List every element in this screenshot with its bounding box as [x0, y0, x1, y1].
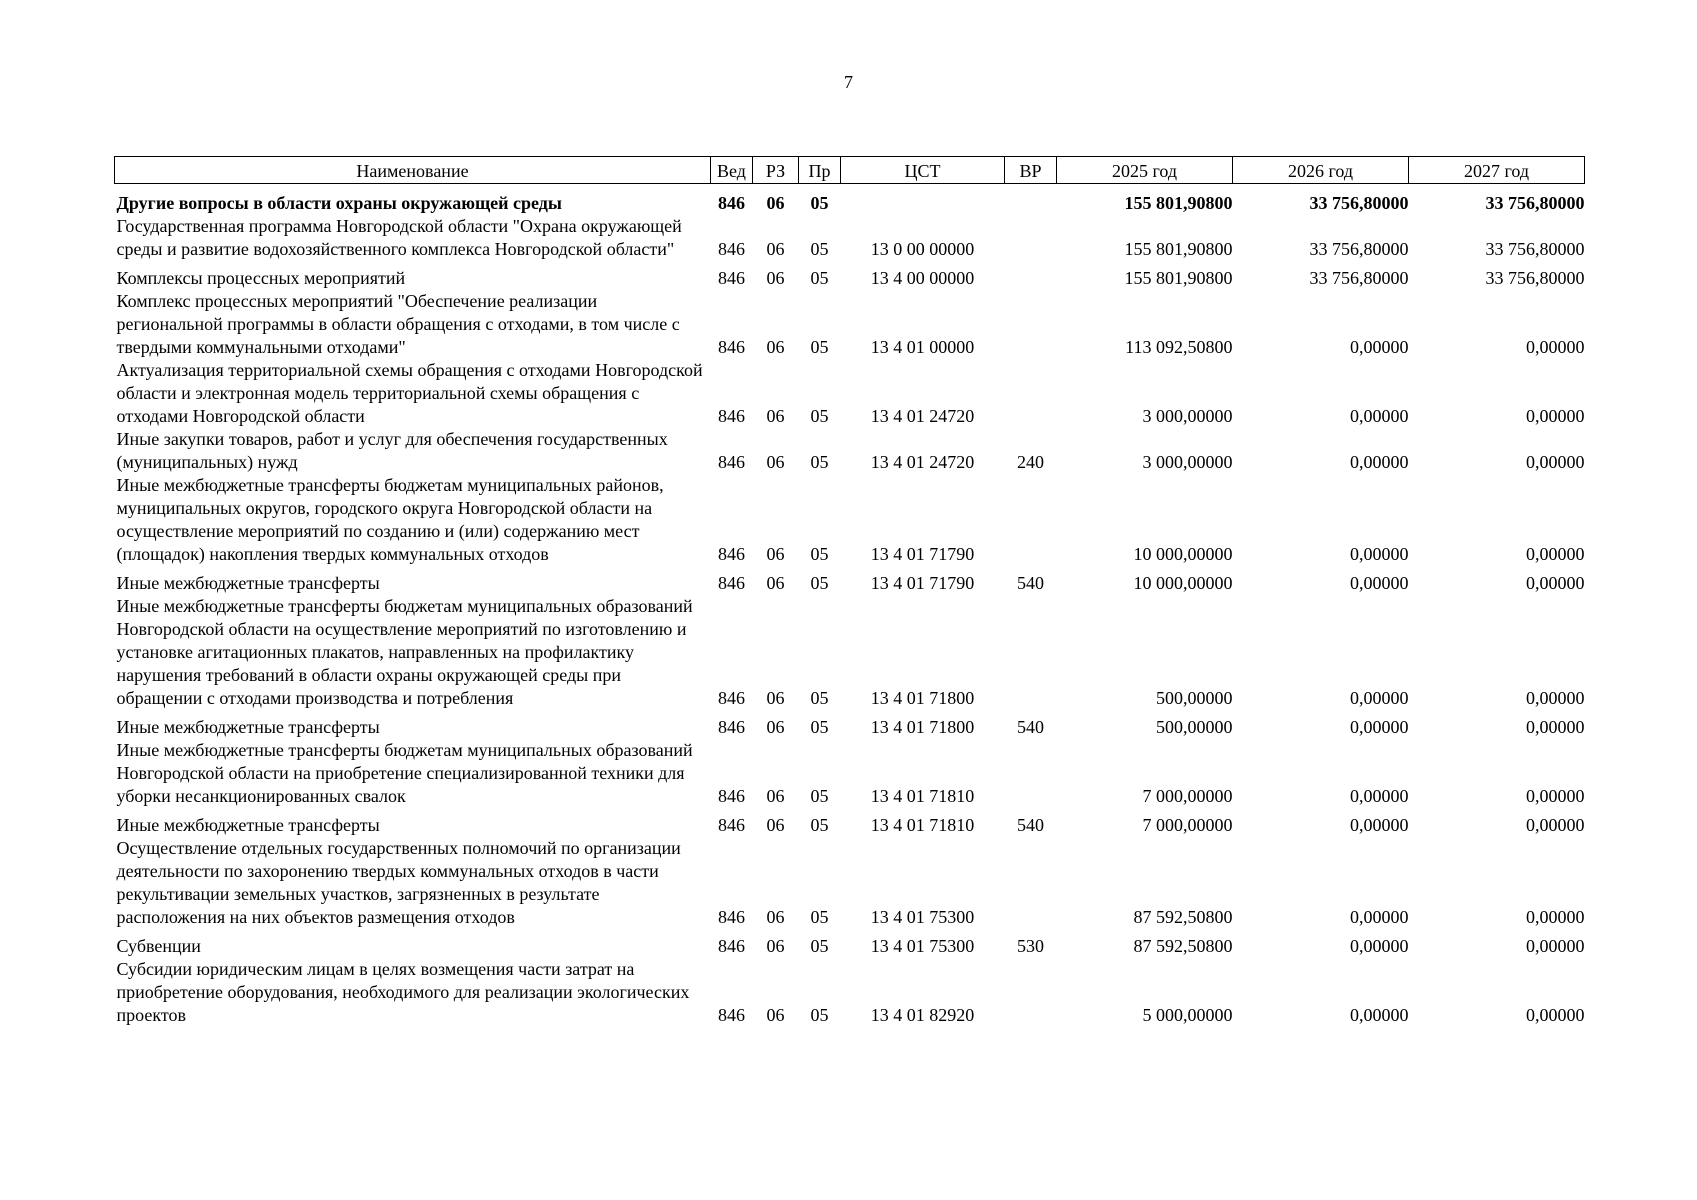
vr-cell: 240 — [1017, 452, 1044, 472]
value-2027: 0,00000 — [1526, 544, 1585, 564]
cst-cell: 13 4 01 71800 — [870, 688, 975, 708]
row-name: Актуализация территориальной схемы обращения с отходами Новгородской области и электронная модель территориальной схемы обращения с отходами Новгородской области — [116, 360, 703, 426]
pr-cell: 05 — [810, 1005, 829, 1025]
rz-cell: 06 — [766, 936, 785, 956]
row-name: Иные межбюджетные трансферты бюджетам муниципальных образований Новгородской области на осуществление мероприятий по изготовлению и установке агитационных плакатов, направленных на профилактику нарушения требований в области охраны окружающей среды при обращении с отходами производства и потребления — [116, 596, 693, 708]
vr-cell: 530 — [1017, 936, 1044, 956]
rz-cell: 06 — [766, 452, 785, 472]
vr-cell — [1005, 739, 1057, 814]
row-name: Комплекс процессных мероприятий "Обеспечение реализации региональной программы в области обращения с отходами, в том числе с твердыми коммунальными отходами" — [116, 291, 680, 357]
value-2025: 155 801,90800 — [1124, 193, 1233, 213]
value-2025: 87 592,50800 — [1133, 936, 1233, 956]
value-2026: 0,00000 — [1350, 907, 1409, 927]
pr-cell: 05 — [810, 815, 829, 835]
value-2026: 0,00000 — [1350, 936, 1409, 956]
value-2026: 0,00000 — [1350, 573, 1409, 593]
rz-cell: 06 — [766, 815, 785, 835]
header-pr: Пр — [799, 157, 841, 184]
value-2025: 5 000,00000 — [1142, 1005, 1233, 1025]
ved-cell: 846 — [718, 1005, 745, 1025]
pr-cell: 05 — [810, 544, 829, 564]
value-2026: 33 756,80000 — [1309, 239, 1409, 259]
table-row — [115, 428, 1585, 474]
rz-cell: 06 — [766, 717, 785, 737]
page-number: 7 — [844, 72, 853, 92]
value-2025: 10 000,00000 — [1133, 544, 1233, 564]
row-name: Иные закупки товаров, работ и услуг для обеспечения государственных (муниципальных) нужд — [116, 429, 668, 472]
value-2027: 0,00000 — [1526, 786, 1585, 806]
cst-cell: 13 4 01 82920 — [870, 1005, 975, 1025]
ved-cell: 846 — [718, 452, 745, 472]
row-name: Комплексы процессных мероприятий — [116, 268, 406, 288]
rz-cell: 06 — [766, 193, 785, 213]
cst-cell: 13 4 01 24720 — [870, 406, 975, 426]
vr-cell — [1005, 359, 1057, 428]
pr-cell: 05 — [810, 717, 829, 737]
vr-cell: 540 — [1017, 573, 1044, 593]
table-body — [115, 184, 1585, 1028]
value-2026: 0,00000 — [1350, 452, 1409, 472]
value-2025: 87 592,50800 — [1133, 907, 1233, 927]
value-2027: 0,00000 — [1526, 573, 1585, 593]
table-row — [115, 267, 1585, 290]
table-row — [115, 290, 1585, 359]
row-name: Иные межбюджетные трансферты — [116, 573, 380, 593]
value-2027: 0,00000 — [1526, 688, 1585, 708]
pr-cell: 05 — [810, 193, 829, 213]
value-2025: 113 092,50800 — [1125, 337, 1233, 357]
table-row — [115, 958, 1585, 1027]
value-2026: 0,00000 — [1350, 337, 1409, 357]
value-2027: 0,00000 — [1526, 452, 1585, 472]
row-name: Иные межбюджетные трансферты — [116, 815, 380, 835]
cst-cell: 13 4 01 71810 — [870, 786, 975, 806]
header-name: Наименование — [115, 157, 711, 184]
cst-cell: 13 4 00 00000 — [870, 268, 975, 288]
row-name: Государственная программа Новгородской области "Охрана окружающей среды и развитие водохозяйственного комплекса Новгородской области" — [116, 216, 682, 259]
pr-cell: 05 — [810, 268, 829, 288]
pr-cell: 05 — [810, 786, 829, 806]
table-row — [115, 184, 1585, 216]
rz-cell: 06 — [766, 406, 785, 426]
vr-cell — [1005, 215, 1057, 267]
value-2026: 33 756,80000 — [1309, 268, 1409, 288]
rz-cell: 06 — [766, 907, 785, 927]
value-2026: 0,00000 — [1350, 786, 1409, 806]
rz-cell: 06 — [766, 544, 785, 564]
pr-cell: 05 — [810, 406, 829, 426]
table-row — [115, 359, 1585, 428]
cst-cell: 13 0 00 00000 — [870, 239, 975, 259]
vr-cell — [1005, 184, 1057, 216]
ved-cell: 846 — [718, 688, 745, 708]
table-row — [115, 837, 1585, 935]
ved-cell: 846 — [718, 268, 745, 288]
header-2026: 2026 год — [1233, 157, 1409, 184]
value-2025: 155 801,90800 — [1124, 268, 1233, 288]
vr-cell: 540 — [1017, 815, 1044, 835]
rz-cell: 06 — [766, 573, 785, 593]
value-2026: 0,00000 — [1350, 815, 1409, 835]
cst-cell: 13 4 01 71810 — [870, 815, 975, 835]
rz-cell: 06 — [766, 239, 785, 259]
pr-cell: 05 — [810, 337, 829, 357]
value-2026: 0,00000 — [1350, 544, 1409, 564]
ved-cell: 846 — [718, 936, 745, 956]
pr-cell: 05 — [810, 452, 829, 472]
cst-cell: 13 4 01 00000 — [870, 337, 975, 357]
header-ved: Вед — [711, 157, 753, 184]
table-row — [115, 474, 1585, 572]
pr-cell: 05 — [810, 573, 829, 593]
row-name: Иные межбюджетные трансферты бюджетам муниципальных районов, муниципальных округов, городского округа Новгородской области на осуществление мероприятий по созданию и (или) содержанию мест (площадок) накопления твердых коммунальных отходов — [116, 475, 664, 564]
ved-cell: 846 — [718, 573, 745, 593]
ved-cell: 846 — [718, 786, 745, 806]
ved-cell: 846 — [718, 907, 745, 927]
value-2027: 0,00000 — [1526, 406, 1585, 426]
table-row — [115, 215, 1585, 267]
value-2025: 500,00000 — [1156, 688, 1233, 708]
cst-cell: 13 4 01 71800 — [870, 717, 975, 737]
rz-cell: 06 — [766, 268, 785, 288]
cst-cell — [841, 184, 1005, 216]
table-header-row — [115, 157, 1585, 184]
rz-cell: 06 — [766, 1005, 785, 1025]
value-2026: 0,00000 — [1350, 406, 1409, 426]
vr-cell — [1005, 958, 1057, 1027]
vr-cell: 540 — [1017, 717, 1044, 737]
row-name: Субсидии юридическим лицам в целях возмещения части затрат на приобретение оборудования, необходимого для реализации экологических проектов — [116, 959, 690, 1025]
value-2027: 0,00000 — [1526, 815, 1585, 835]
ved-cell: 846 — [718, 544, 745, 564]
value-2025: 7 000,00000 — [1142, 786, 1233, 806]
table-row — [115, 935, 1585, 958]
header-cst: ЦСТ — [841, 157, 1005, 184]
pr-cell: 05 — [810, 688, 829, 708]
ved-cell: 846 — [718, 193, 745, 213]
row-name: Субвенции — [116, 936, 201, 956]
value-2026: 0,00000 — [1350, 717, 1409, 737]
value-2025: 500,00000 — [1156, 717, 1233, 737]
ved-cell: 846 — [718, 239, 745, 259]
table-row — [115, 814, 1585, 837]
row-name: Иные межбюджетные трансферты — [116, 717, 380, 737]
header-vr: ВР — [1005, 157, 1057, 184]
value-2027: 0,00000 — [1526, 337, 1585, 357]
value-2027: 33 756,80000 — [1485, 193, 1585, 213]
cst-cell: 13 4 01 75300 — [870, 907, 975, 927]
row-name: Иные межбюджетные трансферты бюджетам муниципальных образований Новгородской области на приобретение специализированной техники для уборки несанкционированных свалок — [116, 740, 693, 806]
value-2026: 33 756,80000 — [1309, 193, 1409, 213]
value-2026: 0,00000 — [1350, 1005, 1409, 1025]
table-row — [115, 572, 1585, 595]
rz-cell: 06 — [766, 337, 785, 357]
value-2027: 0,00000 — [1526, 1005, 1585, 1025]
table-row — [115, 739, 1585, 814]
vr-cell — [1005, 267, 1057, 290]
vr-cell — [1005, 474, 1057, 572]
header-rz: РЗ — [753, 157, 799, 184]
ved-cell: 846 — [718, 717, 745, 737]
pr-cell: 05 — [810, 936, 829, 956]
cst-cell: 13 4 01 24720 — [870, 452, 975, 472]
rz-cell: 06 — [766, 688, 785, 708]
rz-cell: 06 — [766, 786, 785, 806]
pr-cell: 05 — [810, 907, 829, 927]
header-2027: 2027 год — [1409, 157, 1585, 184]
ved-cell: 846 — [718, 406, 745, 426]
vr-cell — [1005, 290, 1057, 359]
row-name: Другие вопросы в области охраны окружающей среды — [116, 193, 562, 213]
cst-cell: 13 4 01 75300 — [870, 936, 975, 956]
vr-cell — [1005, 837, 1057, 935]
value-2026: 0,00000 — [1350, 688, 1409, 708]
value-2025: 10 000,00000 — [1133, 573, 1233, 593]
cst-cell: 13 4 01 71790 — [870, 573, 975, 593]
value-2025: 155 801,90800 — [1124, 239, 1233, 259]
value-2025: 3 000,00000 — [1142, 406, 1233, 426]
table-row — [115, 716, 1585, 739]
value-2027: 33 756,80000 — [1485, 239, 1585, 259]
budget-table — [114, 156, 1585, 1027]
value-2027: 0,00000 — [1526, 717, 1585, 737]
value-2027: 0,00000 — [1526, 936, 1585, 956]
row-name: Осуществление отдельных государственных полномочий по организации деятельности по захоронению твердых коммунальных отходов в части рекультивации земельных участков, загрязненных в результате расположения на них объектов размещения отходов — [116, 838, 681, 927]
table-row — [115, 595, 1585, 716]
cst-cell: 13 4 01 71790 — [870, 544, 975, 564]
value-2027: 33 756,80000 — [1485, 268, 1585, 288]
ved-cell: 846 — [718, 815, 745, 835]
header-2025: 2025 год — [1057, 157, 1233, 184]
pr-cell: 05 — [810, 239, 829, 259]
ved-cell: 846 — [718, 337, 745, 357]
vr-cell — [1005, 595, 1057, 716]
value-2027: 0,00000 — [1526, 907, 1585, 927]
value-2025: 3 000,00000 — [1142, 452, 1233, 472]
value-2025: 7 000,00000 — [1142, 815, 1233, 835]
